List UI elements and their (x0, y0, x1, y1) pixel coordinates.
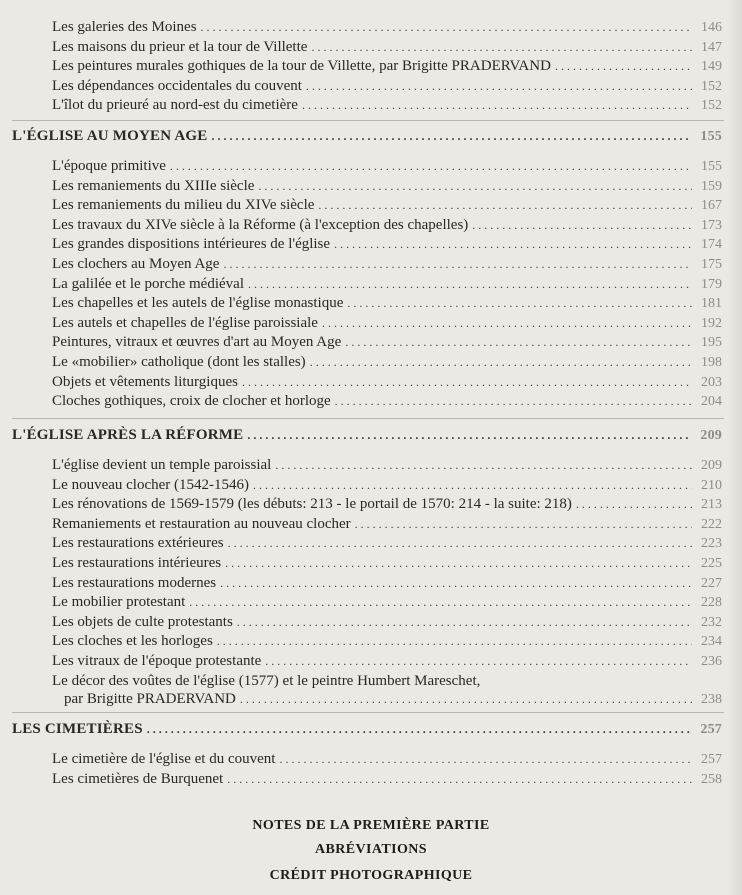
dot-leader (347, 294, 692, 312)
page-number: 147 (701, 39, 722, 55)
toc-entry[interactable] (52, 235, 722, 253)
toc-entry-continuation[interactable] (52, 690, 722, 708)
page-number: 204 (701, 394, 722, 410)
page-number: 236 (701, 654, 722, 669)
toc-entry[interactable] (52, 392, 722, 410)
page-number: 152 (701, 98, 722, 114)
page-number: 209 (700, 428, 722, 443)
toc-title: Les travaux du XIVe siècle à la Réforme (à l'exception des chapelles) (52, 216, 469, 233)
toc-title: Les remaniements du XIIIe siècle (52, 177, 255, 194)
toc-footer-line[interactable]: NOTES DE LA PREMIÈRE PARTIE (252, 818, 490, 833)
toc-title: par Brigitte PRADERVAND (64, 690, 236, 707)
toc-title: La galilée et le porche médiéval (52, 275, 244, 292)
toc-entry[interactable] (52, 534, 722, 552)
toc-title: Les galeries des Moines (52, 19, 197, 35)
page-number: 258 (701, 771, 722, 787)
page-number: 155 (701, 159, 722, 174)
toc-section-heading[interactable] (12, 720, 722, 738)
toc-entry[interactable] (52, 157, 722, 175)
page-number: 149 (701, 59, 722, 75)
toc-title: Objets et vêtements liturgiques (52, 373, 238, 390)
page-number: 198 (701, 355, 722, 370)
dot-leader (345, 333, 692, 351)
dot-leader (147, 720, 692, 738)
toc-entry[interactable] (52, 476, 722, 494)
toc-title: Remaniements et restauration au nouveau clocher (52, 515, 351, 532)
page-number: 213 (701, 497, 722, 513)
dot-leader (258, 177, 692, 195)
dot-leader (335, 392, 692, 410)
dot-leader (275, 456, 692, 474)
dot-leader (225, 554, 692, 572)
toc-title: Le nouveau clocher (1542-1546) (52, 476, 250, 493)
page-number: 227 (701, 575, 722, 591)
toc-title: L'époque primitive (52, 158, 166, 174)
toc-footer-line[interactable]: ABRÉVIATIONS (315, 842, 427, 857)
page-number: 209 (701, 458, 722, 473)
toc-entry[interactable] (52, 750, 722, 768)
page-number: 192 (701, 315, 722, 331)
toc-section-heading[interactable] (12, 127, 722, 145)
dot-leader (170, 157, 692, 175)
page-number: 257 (701, 752, 722, 767)
toc-entry[interactable] (52, 294, 722, 312)
page-number: 155 (700, 129, 722, 144)
page-edge-shadow (728, 0, 742, 895)
dot-leader (248, 275, 692, 293)
dot-leader (189, 593, 692, 611)
dot-leader (311, 38, 692, 56)
toc-entry[interactable] (52, 456, 722, 474)
page-number: 234 (701, 634, 722, 650)
toc-entry[interactable] (52, 495, 722, 513)
toc-title: Cloches gothiques, croix de clocher et horloge (52, 393, 331, 410)
dot-leader (228, 534, 692, 552)
dot-leader (472, 216, 692, 234)
toc-entry[interactable] (52, 593, 722, 611)
toc-entry[interactable] (52, 353, 722, 371)
dot-leader (220, 574, 692, 592)
section-divider (12, 120, 724, 121)
page-number: 222 (701, 516, 722, 532)
toc-title: Les clochers au Moyen Age (52, 256, 220, 272)
toc-entry[interactable] (52, 613, 722, 631)
dot-leader (310, 353, 692, 371)
toc-entry[interactable] (52, 196, 722, 214)
dot-leader (240, 690, 692, 708)
toc-entry[interactable] (52, 275, 722, 293)
toc-title: Les cimetières de Burquenet (52, 770, 224, 787)
toc-entry[interactable] (52, 554, 722, 572)
toc-title: Les chapelles et les autels de l'église monastique (52, 295, 344, 312)
toc-title: Le «mobilier» catholique (dont les stalles) (52, 354, 306, 370)
dot-leader (227, 770, 692, 788)
toc-title: Les restaurations intérieures (52, 555, 222, 571)
toc-title: LES CIMETIÈRES (12, 721, 143, 737)
dot-leader (318, 196, 692, 214)
page-number: 174 (701, 237, 722, 253)
toc-title: Les rénovations de 1569-1579 (les débuts: 213 - le portail de 1570: 214 - la suite: 218) (52, 496, 572, 513)
toc-footer-line[interactable]: CRÉDIT PHOTOGRAPHIQUE (269, 868, 473, 883)
toc-entry[interactable] (52, 314, 722, 332)
toc-title: Le mobilier protestant (52, 594, 186, 611)
toc-title: Les remaniements du milieu du XIVe siècle (52, 197, 315, 214)
dot-leader (279, 750, 692, 768)
toc-entry[interactable] (52, 177, 722, 195)
page-number: 257 (700, 722, 722, 737)
dot-leader (247, 426, 692, 444)
toc-title: Les restaurations modernes (52, 574, 217, 591)
toc-entry[interactable] (52, 770, 722, 788)
toc-entry[interactable] (52, 77, 722, 95)
toc-title: Les peintures murales gothiques de la tour de Villette, par Brigitte PRADERVAND (52, 58, 551, 75)
toc-title: Les restaurations extérieures (52, 535, 224, 552)
dot-leader (576, 495, 692, 513)
toc-entry[interactable] (52, 373, 722, 391)
page-number: 203 (701, 374, 722, 390)
toc-title: Les objets de culte protestants (52, 613, 233, 630)
dot-leader (223, 255, 692, 273)
toc-title: Les grandes dispositions intérieures de l'église (52, 236, 331, 253)
dot-leader (334, 235, 692, 253)
toc-title: Peintures, vitraux et œuvres d'art au Moyen Age (52, 334, 342, 351)
page-number: 179 (701, 276, 722, 292)
toc-title: L'îlot du prieuré au nord-est du cimetière (52, 97, 298, 114)
dot-leader (355, 515, 692, 533)
dot-leader (302, 96, 692, 114)
dot-leader (237, 613, 692, 631)
page-number: 232 (701, 614, 722, 630)
dot-leader (306, 77, 692, 95)
toc-entry[interactable] (52, 96, 722, 114)
toc-title: Le cimetière de l'église et du couvent (52, 751, 276, 767)
toc-title: Les vitraux de l'époque protestante (52, 653, 262, 669)
page-number: 195 (701, 335, 722, 351)
toc-title: L'ÉGLISE AU MOYEN AGE (12, 128, 208, 144)
toc-entry[interactable] (52, 18, 722, 36)
page-number: 159 (701, 178, 722, 194)
toc-title: Les cloches et les horloges (52, 633, 213, 650)
page-number: 175 (701, 257, 722, 272)
toc-section-heading[interactable] (12, 426, 722, 444)
toc-entry[interactable] (52, 38, 722, 56)
toc-title: Les maisons du prieur et la tour de Villette (52, 38, 308, 55)
toc-title: Le décor des voûtes de l'église (1577) et le peintre Humbert Mareschet, (52, 672, 481, 689)
dot-leader (217, 632, 692, 650)
toc-entry[interactable] (52, 672, 722, 690)
dot-leader (322, 314, 692, 332)
toc-entry[interactable] (52, 255, 722, 273)
section-divider (12, 712, 724, 713)
page-number: 181 (701, 296, 722, 312)
page-number: 173 (701, 217, 722, 233)
dot-leader (201, 18, 692, 36)
page-number: 228 (701, 595, 722, 611)
toc-title: L'église devient un temple paroissial (52, 457, 272, 473)
toc-title: Les dépendances occidentales du couvent (52, 77, 302, 94)
dot-leader (242, 373, 692, 391)
dot-leader (555, 57, 692, 75)
toc-entry[interactable] (52, 333, 722, 351)
page-number: 167 (701, 198, 722, 214)
toc-entry[interactable] (52, 57, 722, 75)
dot-leader (253, 476, 692, 494)
toc-entry[interactable] (52, 574, 722, 592)
section-divider (12, 418, 724, 419)
page-number: 238 (701, 691, 722, 707)
toc-title: Les autels et chapelles de l'église paroissiale (52, 314, 318, 331)
page-number: 152 (701, 78, 722, 94)
page-number: 146 (701, 20, 722, 35)
page-number: 225 (701, 556, 722, 571)
toc-entry[interactable] (52, 652, 722, 670)
page-number: 210 (701, 477, 722, 493)
page-number: 223 (701, 536, 722, 552)
toc-title: L'ÉGLISE APRÈS LA RÉFORME (12, 427, 244, 443)
dot-leader (212, 127, 693, 145)
toc-entry[interactable] (52, 632, 722, 650)
dot-leader (265, 652, 692, 670)
toc-entry[interactable] (52, 515, 722, 533)
toc-entry[interactable] (52, 216, 722, 234)
